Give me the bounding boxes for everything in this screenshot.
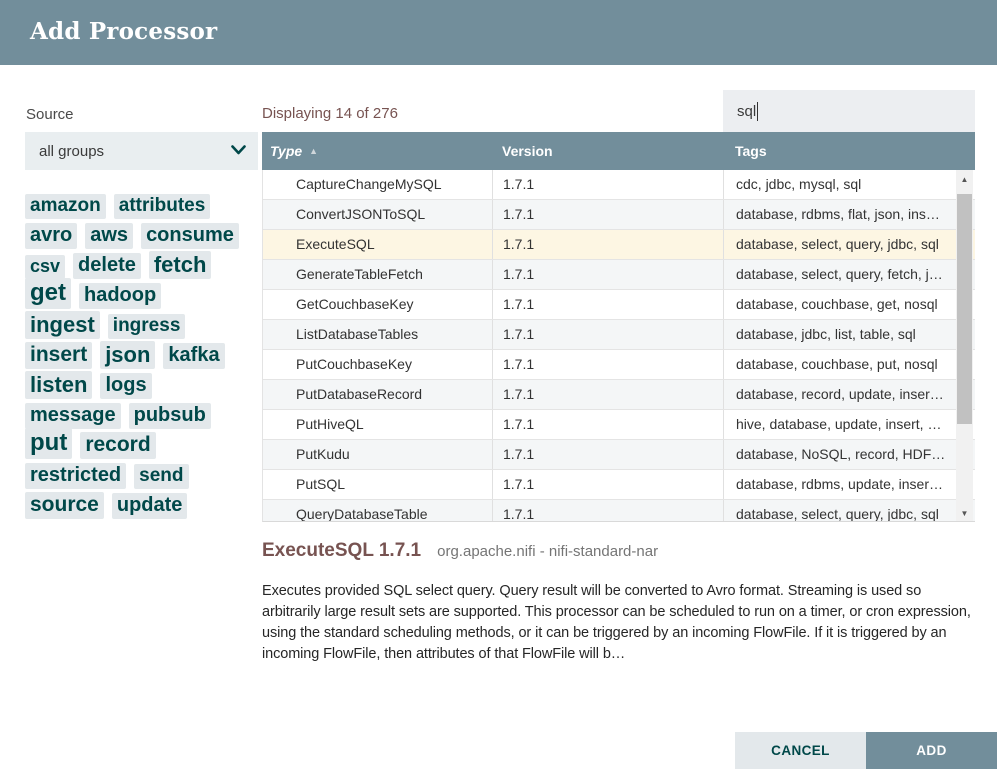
cell-type: PutHiveQL — [263, 410, 493, 439]
tag-chip-ingress[interactable]: ingress — [108, 314, 186, 339]
results-status: Displaying 14 of 276 — [262, 105, 398, 122]
source-selected-value: all groups — [39, 142, 105, 160]
table-row-PutKudu[interactable] — [263, 440, 975, 470]
tag-cloud-line — [25, 279, 265, 309]
cell-tags: cdc, jdbc, mysql, sql — [736, 176, 862, 192]
cell-tags: database, rdbms, flat, json, ins… — [736, 206, 940, 222]
processor-table — [262, 132, 975, 522]
cell-tags: database, NoSQL, record, HDF… — [736, 446, 946, 462]
tag-chip-update[interactable]: update — [112, 493, 188, 519]
tag-chip-source[interactable]: source — [25, 492, 104, 519]
cell-type: ConvertJSONToSQL — [263, 200, 493, 229]
tag-cloud-line — [25, 489, 265, 519]
tag-chip-json[interactable]: json — [100, 341, 155, 369]
tag-chip-pubsub[interactable]: pubsub — [129, 403, 211, 429]
table-row-ConvertJSONToSQL[interactable] — [263, 200, 975, 230]
table-row-CaptureChangeMySQL[interactable] — [263, 170, 975, 200]
tag-chip-hadoop[interactable]: hadoop — [79, 283, 161, 309]
tag-cloud-line — [25, 189, 265, 219]
dialog-title: Add Processor — [30, 18, 218, 45]
source-group-select[interactable] — [25, 132, 258, 170]
cell-type: CaptureChangeMySQL — [263, 170, 493, 199]
table-row-PutDatabaseRecord[interactable] — [263, 380, 975, 410]
scrollbar-thumb[interactable] — [957, 194, 972, 424]
cell-version: 1.7.1 — [493, 290, 724, 319]
cancel-button[interactable]: CANCEL — [735, 732, 866, 769]
cell-version: 1.7.1 — [493, 170, 724, 199]
cell-version: 1.7.1 — [493, 440, 724, 469]
tag-chip-delete[interactable]: delete — [73, 253, 141, 279]
search-value: sql — [737, 102, 757, 120]
source-label: Source — [26, 106, 74, 123]
dialog-header — [0, 0, 997, 65]
tag-chip-csv[interactable]: csv — [25, 255, 65, 279]
tag-cloud-line — [25, 219, 265, 249]
processor-table-body — [262, 170, 975, 522]
column-header-version[interactable]: Version — [502, 143, 553, 159]
tag-cloud-line — [25, 339, 265, 369]
scroll-up-icon[interactable]: ▲ — [960, 175, 969, 184]
cell-type: PutCouchbaseKey — [263, 350, 493, 379]
column-header-tags[interactable]: Tags — [735, 143, 767, 159]
selected-processor-detail — [262, 540, 975, 665]
cell-type: GenerateTableFetch — [263, 260, 493, 289]
tag-chip-attributes[interactable]: attributes — [114, 194, 211, 219]
cell-type: ListDatabaseTables — [263, 320, 493, 349]
tag-chip-ingest[interactable]: ingest — [25, 311, 100, 339]
cell-tags: database, record, update, inser… — [736, 386, 944, 402]
tag-chip-avro[interactable]: avro — [25, 223, 77, 249]
tag-chip-message[interactable]: message — [25, 403, 121, 429]
tag-chip-put[interactable]: put — [25, 428, 72, 459]
tag-chip-aws[interactable]: aws — [85, 223, 133, 249]
tag-chip-consume[interactable]: consume — [141, 223, 239, 249]
table-row-PutSQL[interactable] — [263, 470, 975, 500]
cell-version: 1.7.1 — [493, 230, 724, 259]
table-row-PutHiveQL[interactable] — [263, 410, 975, 440]
table-scrollbar[interactable] — [956, 170, 973, 522]
cell-type: ExecuteSQL — [263, 230, 493, 259]
tag-chip-restricted[interactable]: restricted — [25, 463, 126, 489]
table-row-ListDatabaseTables[interactable] — [263, 320, 975, 350]
tag-cloud-line — [25, 429, 265, 459]
cell-tags: database, select, query, jdbc, sql — [736, 236, 939, 252]
cell-tags: database, couchbase, put, nosql — [736, 356, 938, 372]
add-button[interactable]: ADD — [866, 732, 997, 769]
table-row-GetCouchbaseKey[interactable] — [263, 290, 975, 320]
cell-tags: database, select, query, fetch, j… — [736, 266, 943, 282]
detail-title: ExecuteSQL 1.7.1 — [262, 540, 422, 561]
tag-chip-get[interactable]: get — [25, 278, 71, 309]
tag-cloud-line — [25, 309, 265, 339]
sort-ascending-icon: ▲ — [309, 146, 319, 156]
cell-tags: database, select, query, jdbc, sql — [736, 506, 939, 522]
scroll-down-icon[interactable]: ▼ — [960, 509, 969, 518]
cell-type: GetCouchbaseKey — [263, 290, 493, 319]
tag-chip-listen[interactable]: listen — [25, 371, 92, 399]
tag-cloud-line — [25, 399, 265, 429]
tag-chip-kafka[interactable]: kafka — [163, 343, 224, 369]
cell-version: 1.7.1 — [493, 320, 724, 349]
table-row-PutCouchbaseKey[interactable] — [263, 350, 975, 380]
cell-version: 1.7.1 — [493, 260, 724, 289]
table-row-ExecuteSQL[interactable] — [263, 230, 975, 260]
text-caret — [757, 102, 758, 121]
cell-version: 1.7.1 — [493, 410, 724, 439]
cell-type: QueryDatabaseTable — [263, 500, 493, 522]
cell-tags: database, jdbc, list, table, sql — [736, 326, 916, 342]
detail-bundle: org.apache.nifi - nifi-standard-nar — [437, 543, 659, 560]
cell-type: PutSQL — [263, 470, 493, 499]
tag-cloud-line — [25, 369, 265, 399]
cell-version: 1.7.1 — [493, 470, 724, 499]
tag-cloud-line — [25, 459, 265, 489]
table-header-row — [262, 132, 975, 170]
cell-tags: hive, database, update, insert, … — [736, 416, 942, 432]
table-row-QueryDatabaseTable[interactable] — [263, 500, 975, 522]
detail-description: Executes provided SQL select query. Query result will be converted to Avro format. Streaming is used so arbitrarily large result sets are supported. This processor can be scheduled to run on a timer, or cron expression, using the standard scheduling methods, or it can be triggered by an incoming FlowFile. If it is triggered by an incoming FlowFile, then attributes of that FlowFile will b… — [262, 583, 971, 662]
tag-chip-fetch[interactable]: fetch — [149, 251, 212, 279]
tag-chip-record[interactable]: record — [80, 432, 155, 459]
cell-tags: database, rdbms, update, inser… — [736, 476, 944, 492]
column-header-type[interactable]: Type ▲ — [270, 143, 319, 159]
processor-rows — [263, 170, 975, 522]
table-row-GenerateTableFetch[interactable] — [263, 260, 975, 290]
tag-chip-insert[interactable]: insert — [25, 342, 92, 369]
cell-version: 1.7.1 — [493, 500, 724, 522]
cell-version: 1.7.1 — [493, 350, 724, 379]
cell-tags: database, couchbase, get, nosql — [736, 296, 938, 312]
tag-chip-logs[interactable]: logs — [100, 373, 151, 399]
tag-cloud-line — [25, 249, 265, 279]
tag-chip-send[interactable]: send — [134, 464, 188, 489]
cell-version: 1.7.1 — [493, 380, 724, 409]
tag-chip-amazon[interactable]: amazon — [25, 194, 106, 219]
cell-type: PutDatabaseRecord — [263, 380, 493, 409]
chevron-down-icon — [231, 142, 246, 160]
cell-type: PutKudu — [263, 440, 493, 469]
cell-version: 1.7.1 — [493, 200, 724, 229]
tag-cloud — [25, 189, 265, 519]
filter-search-input[interactable] — [723, 90, 975, 132]
